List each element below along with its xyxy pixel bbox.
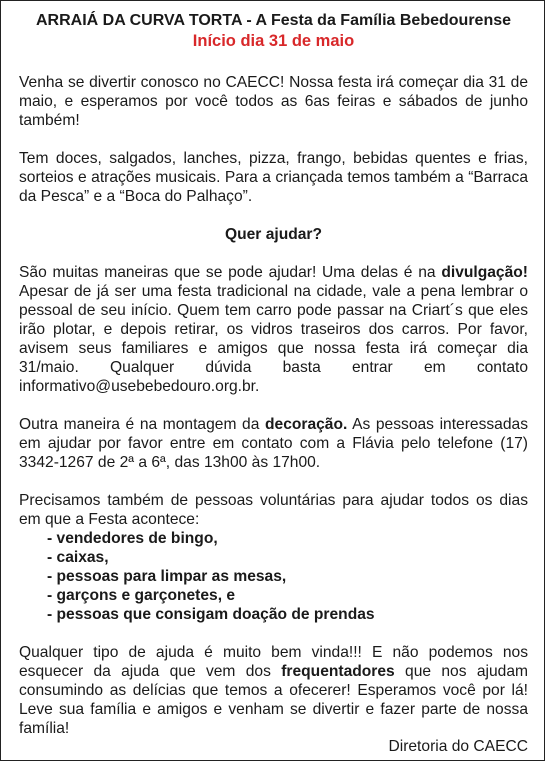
promotion-keyword: divulgação! (441, 264, 528, 281)
closing-text-end: que nos ajudam consumindo as delícias que temos a ofecerer! Esperamos você por lá! Leve sua família e amigos e venham se divertir e fazer parte de nossa família! (19, 663, 528, 737)
decoration-text-end: As pessoas interessadas em ajudar por favor entre em contato com a Flávia pelo telefone (17) 3342-1267 de 2ª a 6ª, das 13h00 às 17h00. (19, 416, 528, 471)
flyer-subtitle: Início dia 31 de maio (192, 32, 355, 50)
decoration-text-start: Outra maneira é na montagem da (19, 416, 265, 433)
list-item: - caixas, (47, 549, 109, 566)
promotion-text-end: Apesar de já ser uma festa tradicional na cidade, vale a pena lembrar o pessoal de seu início. Quem tem carro pode passar na Criart´s que eles irão plotar, e depois retirar, os vidros traseiros dos carros. Por favor, avisem seus familiares e amigos que nossa festa irá começar dia 31/maio. Qualquer dúvida basta entrar em contato informativo@usebebedouro.org.br. (19, 283, 528, 395)
list-item: - pessoas que consigam doação de prendas (47, 606, 375, 623)
decoration-paragraph (19, 415, 528, 472)
volunteers-paragraph: Precisamos também de pessoas voluntárias para ajudar todos os dias em que a Festa acontece: (19, 492, 528, 528)
list-item: - pessoas para limpar as mesas, (47, 568, 287, 585)
promotion-paragraph (19, 263, 528, 396)
volunteer-task-list (19, 529, 528, 624)
intro-paragraph: Venha se divertir conosco no CAECC! Nossa festa irá começar dia 31 de maio, e esperamos por você todos as 6as feiras e sábados de junho também! (19, 74, 528, 129)
decoration-keyword: decoração. (265, 416, 348, 433)
closing-text-start: Qualquer tipo de ajuda é muito bem vinda!!! E não podemos nos esquecer da ajuda que vem dos (19, 644, 528, 680)
list-item: - vendedores de bingo, (47, 530, 218, 547)
help-heading: Quer ajudar? (224, 226, 323, 243)
flyer-title: ARRAIÁ DA CURVA TORTA - A Festa da Família Bebedourense (35, 12, 512, 29)
offerings-paragraph: Tem doces, salgados, lanches, pizza, frango, bebidas quentes e frias, sorteios e atrações musicais. Para a criançada temos também a “Barraca da Pesca” e a “Boca do Palhaço”. (19, 150, 528, 205)
closing-keyword: frequentadores (281, 663, 395, 680)
promotion-text-start: São muitas maneiras que se pode ajudar! Uma delas é na (19, 264, 442, 281)
list-item: - garçons e garçonetes, e (47, 587, 236, 604)
signature: Diretoria do CAECC (388, 738, 528, 755)
closing-paragraph (19, 643, 528, 738)
